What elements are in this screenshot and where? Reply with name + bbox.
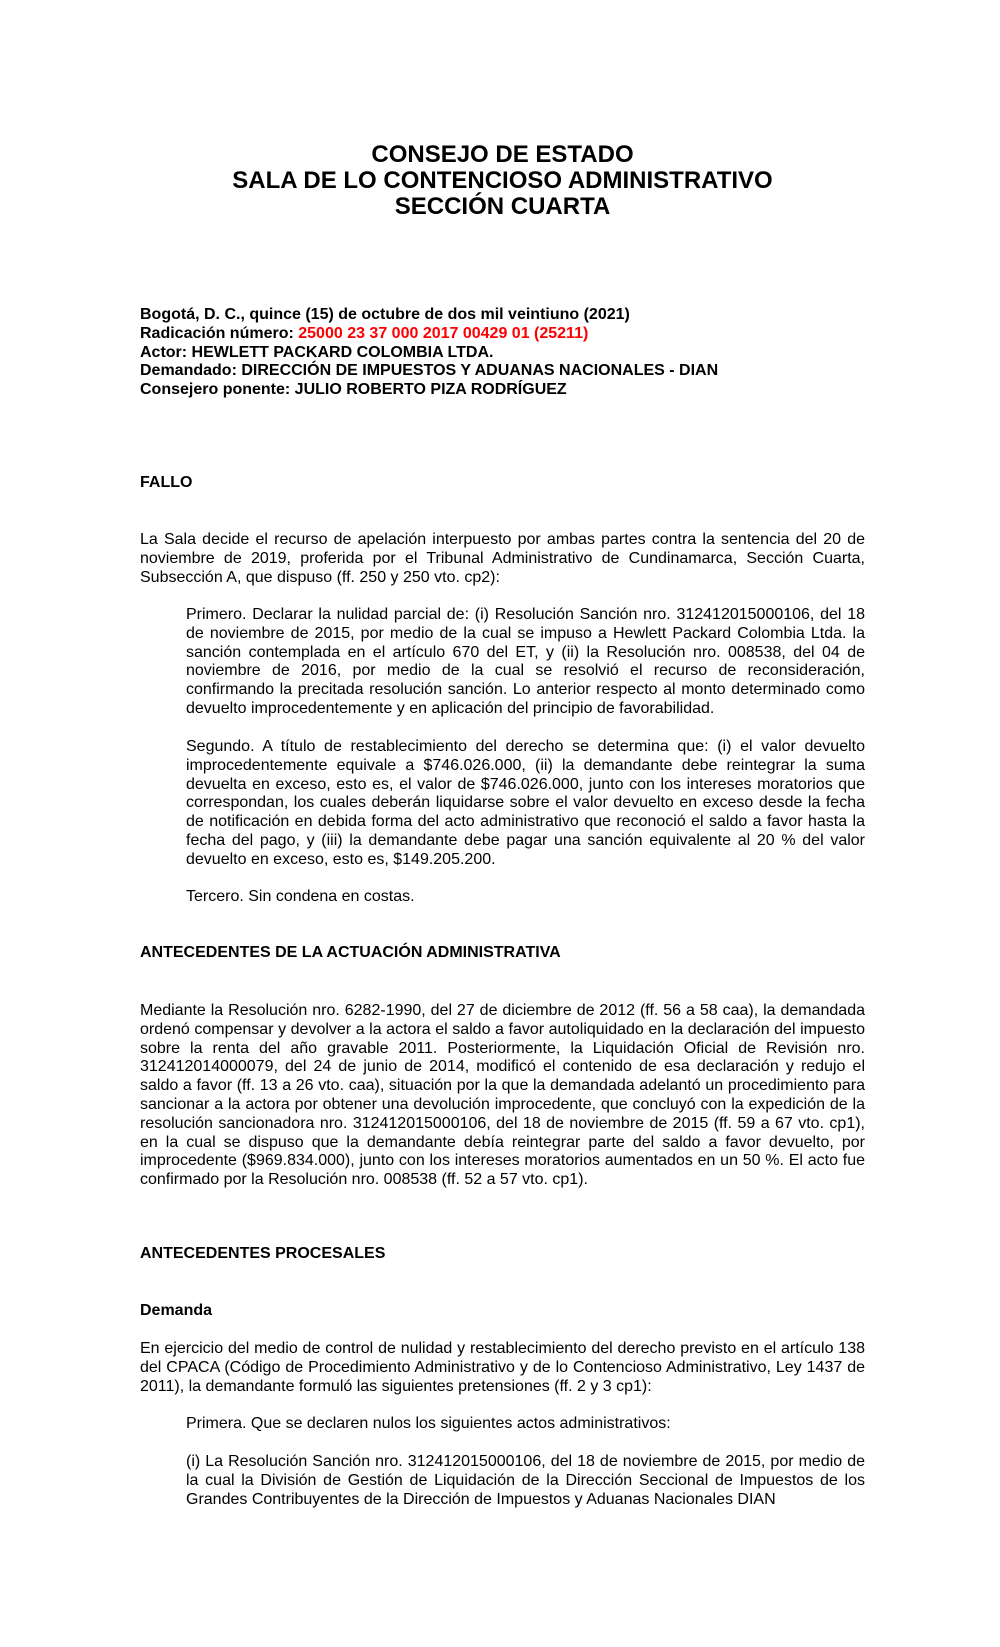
case-radicacion (140, 325, 865, 344)
court-name: CONSEJO DE ESTADO (371, 141, 634, 168)
section-name: SECCIÓN CUARTA (394, 193, 611, 220)
radicacion-number: 25000 23 37 000 2017 00429 01 (25211) (298, 324, 589, 342)
case-judge: Consejero ponente: JULIO ROBERTO PIZA RODRÍGUEZ (140, 381, 567, 399)
heading-antecedentes-procesales: ANTECEDENTES PROCESALES (140, 1245, 386, 1262)
paragraph-demanda: En ejercicio del medio de control de nulidad y restablecimiento del derecho previsto en el artículo 138 del CPACA (Código de Procedimiento Administrativo y de lo Contencioso Administrativo, Ley 1437 de 2011), la demandante formuló las siguientes pretensiones (ff. 2 y 3 cp1): (140, 1340, 865, 1395)
case-actor: Actor: HEWLETT PACKARD COLOMBIA LTDA. (140, 343, 494, 361)
paragraph-antecedentes-admin: Mediante la Resolución nro. 6282-1990, del 27 de diciembre de 2012 (ff. 56 a 58 caa), la demandada ordenó compensar y devolver a la actora el saldo a favor autoliquidado en la declaración del impuesto sobre la renta del año gravable 2011. Posteriormente, la Liquidación Oficial de Revisión nro. 312412014000079, del 24 de junio de 2014, modificó el contenido de esa declaración y redujo el saldo a favor (ff. 13 a 26 vto. caa), situación por la que la demandada adelantó un procedimiento para sancionar a la actora por obtener una devolución improcedente, que concluyó con la expedición de la resolución sancionadora nro. 312412015000106, del 18 de noviembre de 2015 (ff. 59 a 67 vto. cp1), en la cual se dispuso que la demandante debía reintegrar parte del saldo a favor devuelto, por improcedente ($969.834.000), junto con los intereses moratorios aumentados en un 50 %. El acto fue confirmado por la Resolución nro. 008538 (ff. 52 a 57 vto. cp1). (140, 1002, 865, 1189)
quote-item-i: (i) La Resolución Sanción nro. 312412015000106, del 18 de noviembre de 2015, por medio de la cual la División de Gestión de Liquidación de la Dirección Seccional de Impuestos de los Grandes Contribuyentes de la Dirección de Impuestos y Aduanas Nacionales DIAN (186, 1453, 865, 1508)
quote-primero: Primero. Declarar la nulidad parcial de: (i) Resolución Sanción nro. 312412015000106, del 18 de noviembre de 2015, por medio de la cual se impuso a Hewlett Packard Colombia Ltda. la sanción contemplada en el artículo 670 del ET, y (ii) la Resolución nro. 008538, del 04 de noviembre de 2016, por medio de la cual se resolvió el recurso de reconsideración, confirmando la precitada resolución sanción. Lo anterior respecto al monto determinado como devuelto improcedentemente y en aplicación del principio de favorabilidad. (186, 606, 865, 717)
chamber-name: SALA DE LO CONTENCIOSO ADMINISTRATIVO (232, 167, 773, 194)
heading-antecedentes-admin: ANTECEDENTES DE LA ACTUACIÓN ADMINISTRATIVA (140, 944, 561, 961)
document-header (140, 142, 865, 220)
case-metadata (140, 306, 865, 400)
quote-segundo: Segundo. A título de restablecimiento del derecho se determina que: (i) el valor devuelto improcedentemente equivale a $746.026.000, (ii) la demandante debe reintegrar la suma devuelta en exceso, esto es, el valor de $746.026.000, junto con los intereses moratorios que correspondan, los cuales deberán liquidarse sobre el valor devuelto en exceso desde la fecha de notificación en debida forma del acto administrativo que reconoció el saldo a favor hasta la fecha del pago, y (iii) la demandante debe pagar una sanción equivalente al 20 % del valor devuelto en exceso, esto es, $149.205.200. (186, 738, 865, 868)
case-date: Bogotá, D. C., quince (15) de octubre de dos mil veintiuno (2021) (140, 306, 630, 323)
quote-primera: Primera. Que se declaren nulos los siguientes actos administrativos: (186, 1415, 671, 1432)
case-defendant: Demandado: DIRECCIÓN DE IMPUESTOS Y ADUANAS NACIONALES - DIAN (140, 362, 719, 380)
paragraph-intro: La Sala decide el recurso de apelación interpuesto por ambas partes contra la sentencia del 20 de noviembre de 2019, proferida por el Tribunal Administrativo de Cundinamarca, Sección Cuarta, Subsección A, que dispuso (ff. 250 y 250 vto. cp2): (140, 531, 865, 586)
heading-fallo: FALLO (140, 474, 193, 491)
radicacion-label: Radicación número: (140, 324, 299, 342)
heading-demanda: Demanda (140, 1302, 213, 1319)
quote-tercero: Tercero. Sin condena en costas. (186, 888, 415, 905)
